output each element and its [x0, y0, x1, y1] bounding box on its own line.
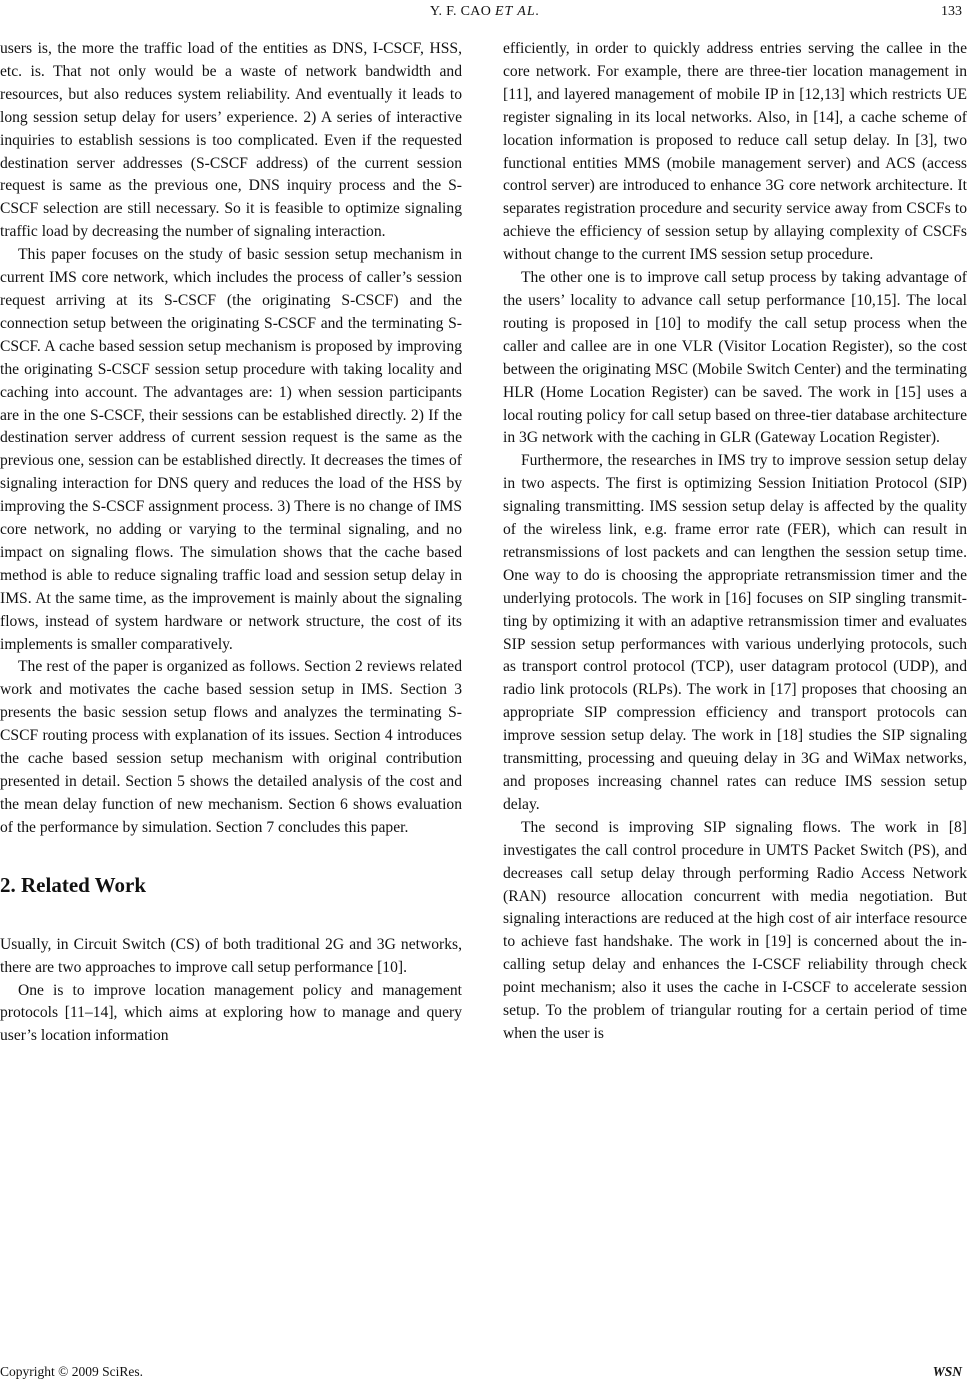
copyright-notice: Copyright © 2009 SciRes. [0, 1364, 144, 1379]
paragraph: efficiently, in order to quickly address entries serving the callee in the core network. For example, there are three-tier location management in [11], and layered management of mobile IP in [12,13] which restricts UE register signaling in its local networks. Also, in [14], a cache scheme of location information is proposed to reduce call setup delay. In [3], two functional entities MMS (mobile management server) and ACS (access control server) are introduced to enhance 3G core network architecture. It separates registration procedure and security service away from CSCFs to achieve the efficiency of session setup by allaying complexity of CSCFs without change to the current IMS session setup procedure. [503, 40, 967, 264]
section-heading: 2. Related Work [0, 872, 147, 897]
paragraph: The rest of the paper is organized as follows. Section 2 reviews related work and motivates the cache based session setup in IMS. Section 3 presents the basic session setup flows and analyzes the terminating S-CSCF routing process with explanation of its issues. Section 4 introduces the cache based session setup mechanism with original contribution presented in detail. Section 5 shows the detailed analysis of the cost and the mean delay function of new mechanism. Section 6 shows evaluation of the performance by simulation. Section 7 concludes this paper. [0, 658, 462, 836]
paragraph: Usually, in Circuit Switch (CS) of both traditional 2G and 3G networks, there are two approaches to improve call setup performance [10]. [0, 935, 462, 976]
paragraph: The second is improving SIP signaling flows. The work in [8] investigates the call control procedure in UMTS Packet Switch (PS), and decreases call setup delay through performing Radio Access Network (RAN) resource allocation concurrent with media negotiation. But signaling interactions are reduced at the high cost of air interface resource to achieve fast handshake. The work in [19] is concerned about the in-calling setup delay and enhances the I-CSCF reliability through check point mechanism; also it uses the cache in I-CSCF to accelerate session setup. To the problem of triangular routing for a certain period of time when the user is [503, 818, 967, 1042]
paragraph: One is to improve location management policy and management protocols [11–14], which aims at exploring how to manage and query user’s location information [0, 981, 462, 1045]
page-number: 133 [941, 4, 962, 19]
header-authors [0, 4, 970, 20]
journal-name: WSN [932, 1364, 962, 1379]
page-footer [0, 1364, 970, 1384]
paragraph: Furthermore, the researches in IMS try to improve session setup delay in two aspects. The first is optimizing Session Initiation Protocol (SIP) signaling transmitting. IMS session setup delay is affected by the quality of the wireless link, e.g. frame error rate (FER), which can result in retransmissions of lost packets and can lengthen the session setup time. One way to do is choosing the appropriate retransmission timer and the underlying protocols. The work in [16] focuses on SIP singling transmitting by optimizing it with an adaptive retransmission timer and evaluates SIP session setup performances with various underlying protocols, such as transport control protocol (TCP), user datagram protocol (UDP), and radio link protocols (RLPs). The work in [17] proposes that choosing an appropriate SIP compression efficiency and transport protocols can improve session setup delay. The work in [18] studies the SIP signaling transmitting, processing and queuing delay in 3G and WiMax networks, and proposes increasing channel rates can reduce IMS session setup delay. [503, 452, 967, 813]
header-author-name: Y. F. CAO [429, 4, 492, 19]
header-author-etal: ET AL. [494, 4, 541, 19]
right-column [503, 38, 967, 1046]
running-header [0, 4, 970, 22]
paragraph: users is, the more the traffic load of the entities as DNS, I-CSCF, HSS, etc. is. That not only would be a waste of network bandwidth and resources, but also reduces system reliability. And eventually it leads to long session setup delay for users’ experience. 2) A series of interactive inquiries to establish sessions is too complicated. Even if the requested destination server addresses (S-CSCF address) of the current session request is same as the previous one, DNS inquiry process and the S-CSCF selection are still necessary. So it is feasible to optimize signaling traffic load by decreasing the number of signaling interaction. [0, 40, 462, 241]
paragraph: This paper focuses on the study of basic session setup mechanism in current IMS core network, which includes the process of caller’s session request arriving at its S-CSCF (the originating S-CSCF) and the connection setup between the originating S-CSCF and the terminating S-CSCF. A cache based session setup mechanism is proposed by improving the originating S-CSCF session setup procedure with taking locality and caching into account. The advantages are: 1) when session participants are in the one S-CSCF, their sessions can be established directly. 2) If the destination server address of current session request is the same as the previous one, session can be established directly. It decreases the times of signaling interaction for DNS query and reduces the load of the HSS by improving the S-CSCF assignment process. 3) There is no change of IMS core network, no adding or varying to the terminal signaling, and no impact on signaling flows. The simulation shows that the cache based method is able to reduce signaling traffic load and session setup delay in IMS. At the same time, as the improvement is mainly about the signaling flows, instead of system hardware or network structure, the cost of its implements is smaller comparatively. [0, 246, 462, 653]
left-column [0, 38, 462, 1048]
paragraph: The other one is to improve call setup process by taking advantage of the users’ locality to advance call setup performance [10,15]. The local routing is proposed in [10] to modify the call setup process when the caller and callee are in one VLR (Visitor Location Register), so the cost between the originating MSC (Mobile Switch Center) and the terminating HLR (Home Location Register) can be saved. The work in [15] uses a local routing policy for call setup based on three-tier database architecture in 3G network with the caching in GLR (Gateway Location Register). [503, 269, 967, 447]
